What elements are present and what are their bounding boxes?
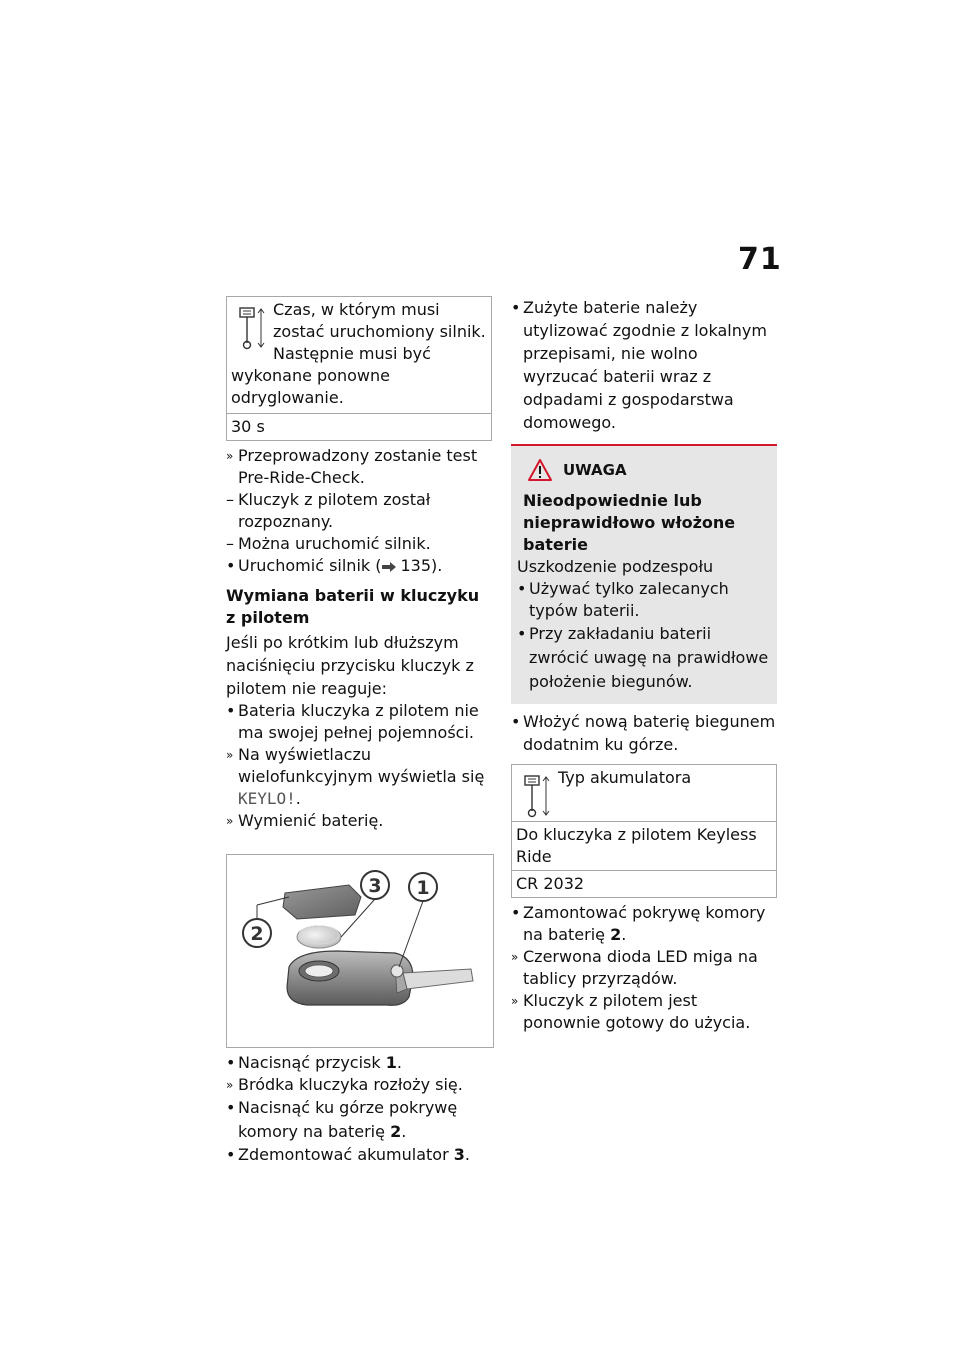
page-reference[interactable]: 135 xyxy=(400,556,432,575)
spec-head xyxy=(512,765,776,821)
intro-paragraph: Jeśli po krótkim lub dłuższym naciśnięciu przycisku kluczyk z pilotem nie reaguje: xyxy=(226,633,474,698)
section-heading: Wymiana baterii w kluczyku z pilotem xyxy=(226,586,480,627)
step-item: » Bródka kluczyka rozłoży się. xyxy=(226,1075,463,1094)
callout-2: 2 xyxy=(250,923,264,945)
list-item: • Bateria kluczyka z pilotem nie ma swojej pełnej pojemności. xyxy=(226,701,479,742)
step-item: » Czerwona dioda LED miga na tablicy przyrządów. xyxy=(511,947,758,988)
key-battery-figure xyxy=(226,854,494,1048)
warning-triangle-icon xyxy=(527,458,553,482)
spec-title: Czas, w którym musi zostać uruchomiony silnik. Następnie musi być wykonane ponowne odryglowanie. xyxy=(231,300,486,407)
step-item: » Kluczyk z pilotem jest ponownie gotowy do użycia. xyxy=(511,991,751,1032)
warning-title xyxy=(517,458,771,482)
warning-label: UWAGA xyxy=(563,461,627,479)
page-reference-arrow-icon xyxy=(381,561,397,573)
page-number: 71 xyxy=(738,242,782,277)
spec-value: CR 2032 xyxy=(512,870,776,897)
spec-row: Do kluczyka z pilotem Keyless Ride xyxy=(512,821,776,870)
step-item: • Zamontować pokrywę komory na baterię 2. xyxy=(511,903,766,944)
warning-item: • Przy zakładaniu baterii zwrócić uwagę na prawidłowe położenie biegunów. xyxy=(517,624,769,691)
spec-box-battery-type xyxy=(511,764,777,898)
spec-title: Typ akumulatora xyxy=(558,768,692,787)
step-item: • Nacisnąć przycisk 1. xyxy=(226,1053,402,1072)
list-item: – Kluczyk z pilotem został rozpoznany. xyxy=(226,490,431,531)
warning-consequence: Uszkodzenie podzespołu xyxy=(517,557,714,576)
list-item-start-engine: • Uruchomić silnik ( 135). xyxy=(226,556,443,575)
spec-value: 30 s xyxy=(227,413,491,440)
left-column xyxy=(226,296,492,1166)
step-item: • Zdemontować akumulator 3. xyxy=(226,1145,470,1164)
insert-item: • Włożyć nową baterię biegunem dodatnim ku górze. xyxy=(511,712,776,754)
specification-icon xyxy=(237,305,267,351)
key-illustration xyxy=(227,855,493,1047)
list-item: » Wymienić baterię. xyxy=(226,811,384,830)
step-item: • Nacisnąć ku górze pokrywę komory na baterię 2. xyxy=(226,1098,458,1141)
right-column xyxy=(511,296,777,1034)
list-item: – Można uruchomić silnik. xyxy=(226,534,431,553)
list-item: » Przeprowadzony zostanie test Pre-Ride-Check. xyxy=(226,446,478,487)
warning-box xyxy=(511,444,777,704)
callout-1: 1 xyxy=(416,877,430,899)
warning-item: • Używać tylko zalecanych typów baterii. xyxy=(517,579,729,620)
spec-box-engine-time xyxy=(226,296,492,441)
spec-head xyxy=(227,297,491,413)
display-code: KEYLO! xyxy=(238,789,296,808)
callout-3: 3 xyxy=(368,875,382,897)
disposal-item: • Zużyte baterie należy utylizować zgodnie z lokalnym przepisami, nie wolno wyrzucać baterii wraz z odpadami z gospodarstwa domowego. xyxy=(511,298,767,432)
list-item-display: » Na wyświetlaczu wielofunkcyjnym wyświetla się KEYLO!. xyxy=(226,745,485,808)
warning-heading: Nieodpowiednie lub nieprawidłowo włożone baterie xyxy=(523,491,736,554)
specification-icon xyxy=(522,773,552,819)
